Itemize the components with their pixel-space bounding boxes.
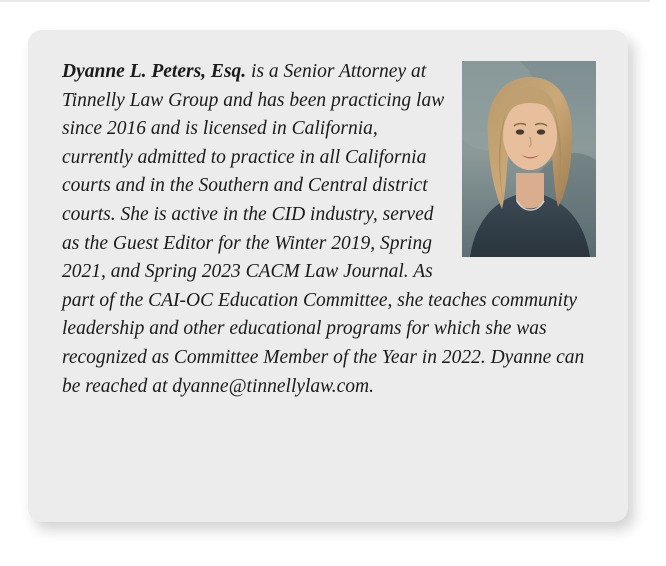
portrait-illustration-icon — [462, 61, 596, 257]
bio-card — [28, 30, 628, 522]
bio-body-text: is a Senior Attorney at Tinnelly Law Group and has been practicing law since 2016 and is licensed in California, currently admitted to practice in all California courts and in the Southern and Central district courts. She is active in the CID industry, served as the Guest Editor for the Winter 2019, Spring 2021, and Spring 2023 CACM Law Journal. As part of the CAI-OC Education Committee, she teaches community leadership and other educational programs for which she was recognized as Committee Member of the Year in 2022. Dyanne can be reached at — [62, 61, 585, 397]
email-address[interactable]: dyanne@tinnellylaw.com. — [172, 375, 374, 397]
portrait-photo-dyanne-peters — [462, 61, 596, 257]
page-top-rule — [0, 0, 650, 2]
attorney-name: Dyanne L. Peters, Esq. — [62, 61, 247, 82]
